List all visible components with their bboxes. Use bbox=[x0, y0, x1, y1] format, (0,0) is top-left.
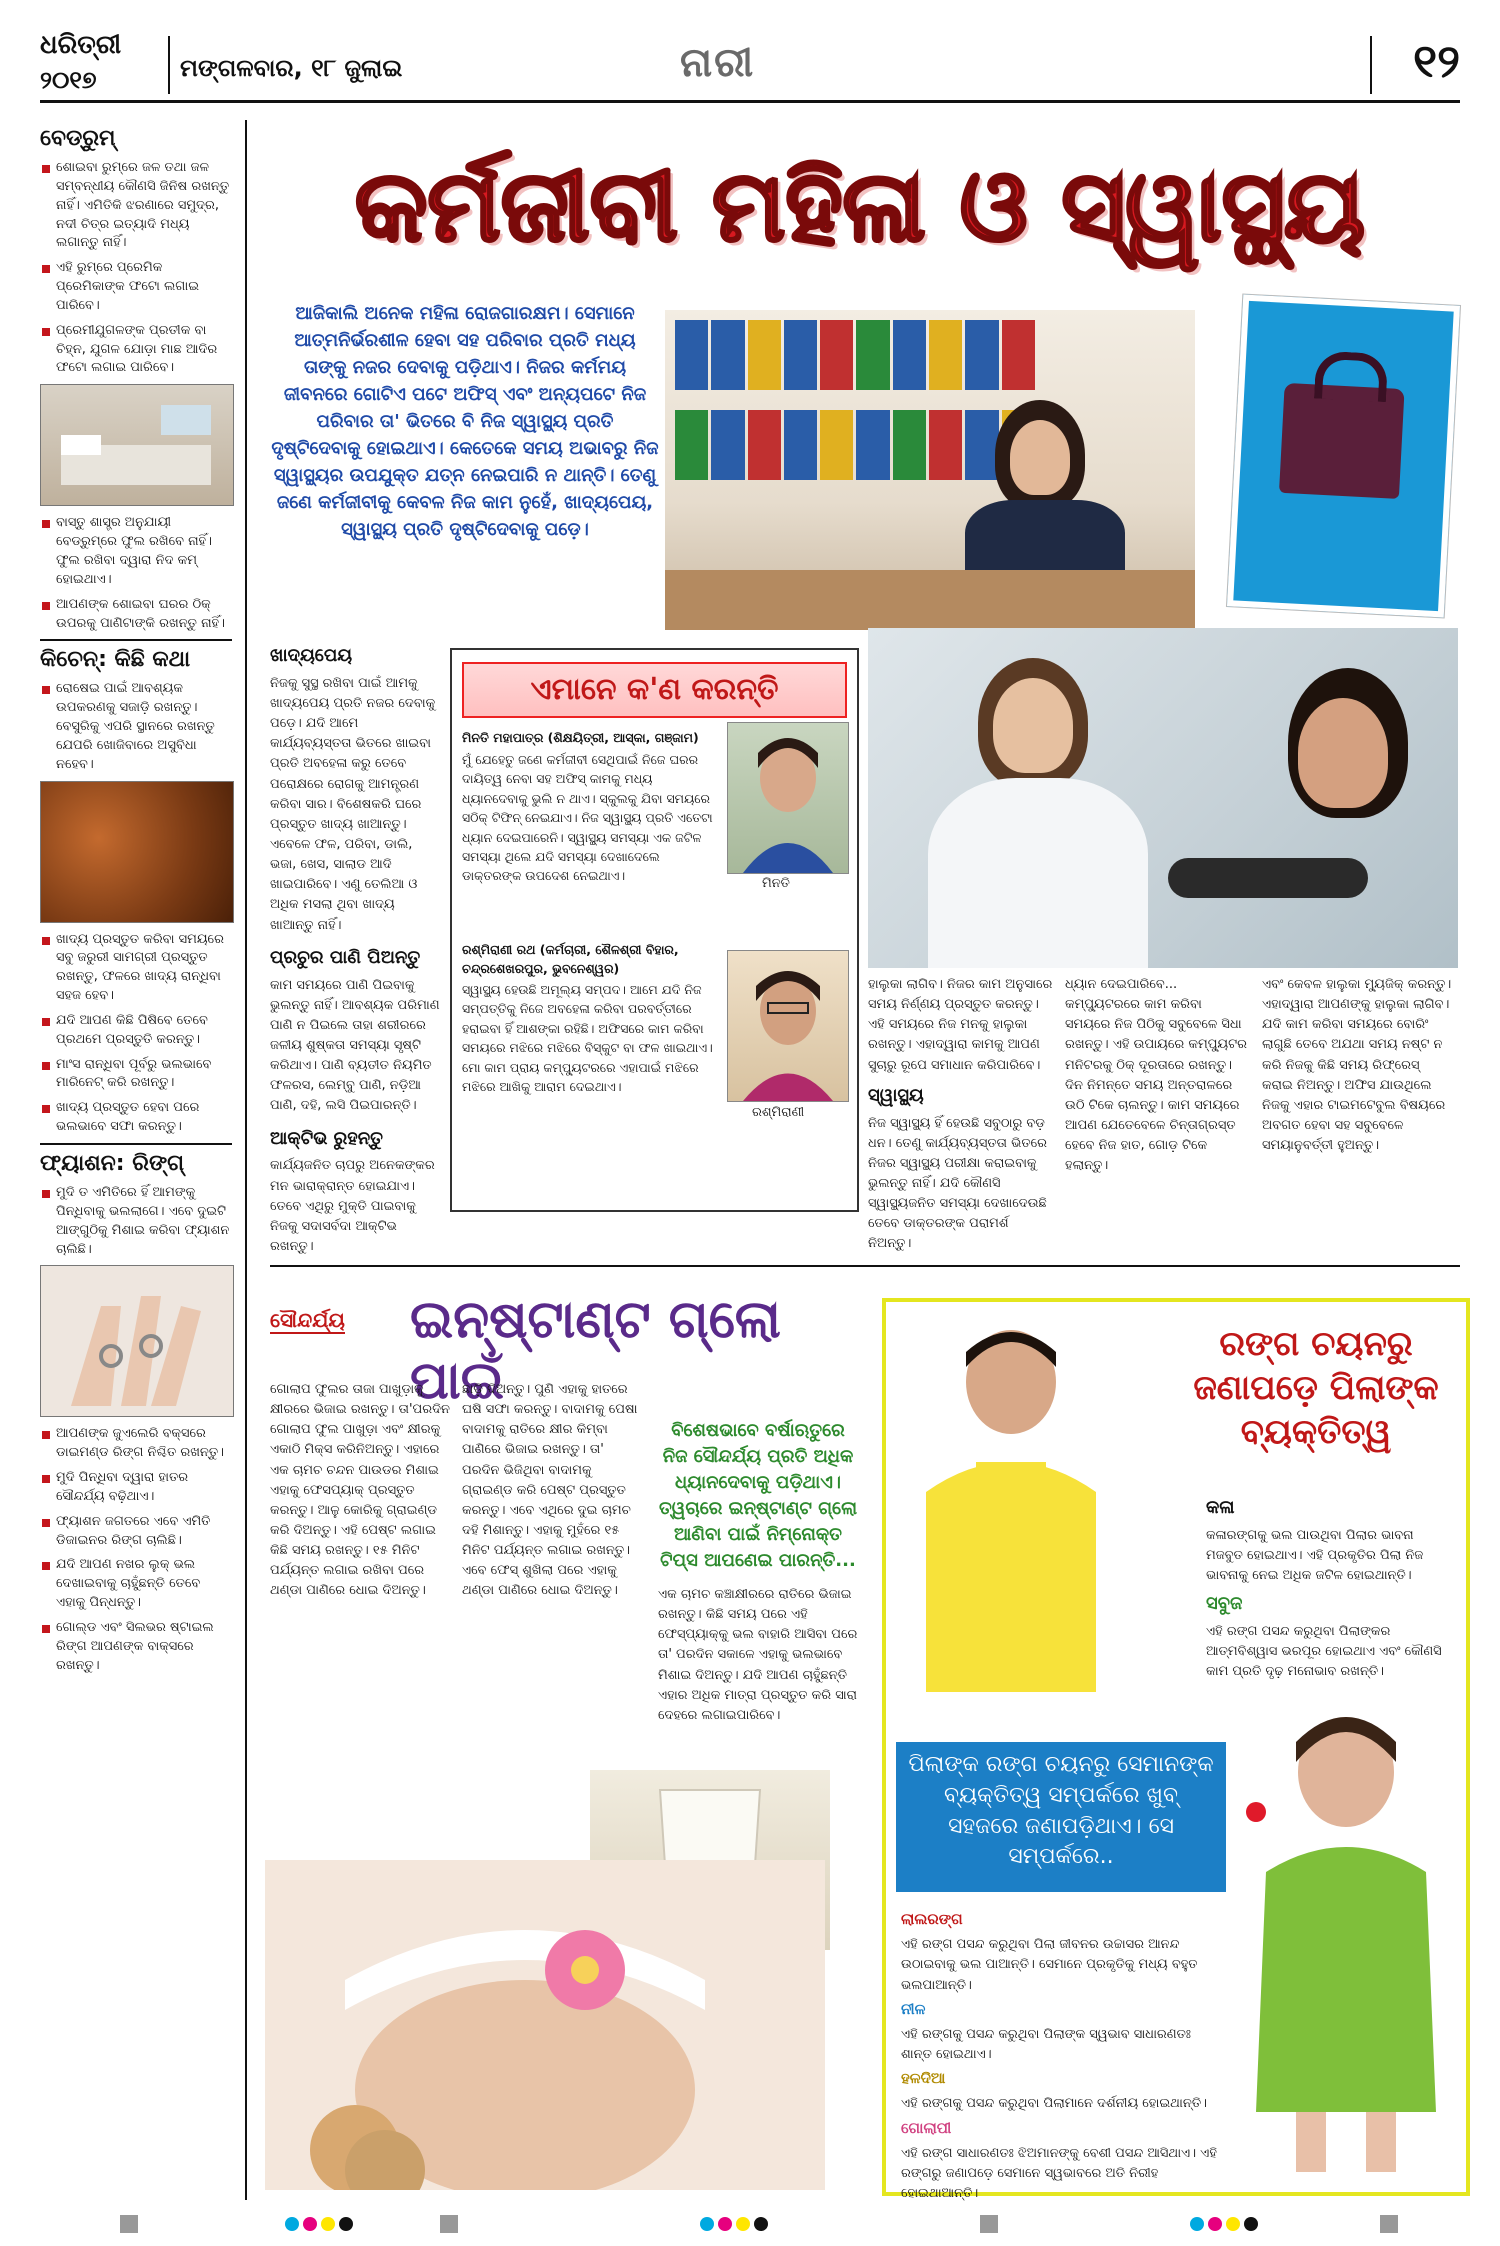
fashion-heading: ଫ୍ୟାଶନ: ରିଙ୍ଗ୍ bbox=[40, 1151, 185, 1176]
list-item: ଆପଣଙ୍କ ଜୁଏଲେରି ବକ୍ସରେ ଡାଇମଣ୍ଡ ରିଙ୍ଗ ନିଶ୍ଚିତ ରଖନ୍ତୁ। bbox=[40, 1425, 232, 1463]
tips-column: ଧ୍ୟାନ ଦେଇପାରିବେ... କମ୍ପ୍ୟୁଟରରେ କାମ କରିବା ସମୟରେ ନିଜ ପିଠିକୁ ସବୁବେଳେ ସିଧା ରଖନ୍ତୁ। ଏହି ଉପାୟରେ କମ୍ପ୍ୟୁଟର ମନିଟରକୁ ଠିକ୍ ଦୂରତାରେ ରଖନ୍ତୁ। ଦିନ ନିମନ୍ତେ ସମୟ ଅନ୍ତରାଳରେ ଉଠି ଟିକେ ଚାଲନ୍ତୁ। କାମ ସମୟରେ ଆପଣ ଯେତେବେଳେ ଚିନ୍ତାଗ୍ରସ୍ତ ହେବେ ନିଜ ହାତ, ଗୋଡ଼ ଟିକେ ହଲାନ୍ତୁ। bbox=[1065, 977, 1248, 1174]
food-section bbox=[270, 640, 440, 1257]
what-they-do-box bbox=[450, 648, 859, 1212]
register-mark bbox=[120, 2215, 138, 2233]
kitchen-heading: କିଚେନ୍: କିଛି କଥା bbox=[40, 647, 191, 673]
cyan-dot bbox=[700, 2217, 714, 2231]
main-headline: କର୍ମଜୀବୀ ମହିଳା ଓ ସ୍ୱାସ୍ଥ୍ୟ bbox=[354, 150, 1366, 264]
list-item: ବାସ୍ତୁ ଶାସ୍ତ୍ର ଅନୁଯାୟୀ ବେଡ୍‌ରୁମ୍‌ରେ ଫୁଲ ରଖିବେ ନାହିଁ। ଫୁଲ ରଖିବା ଦ୍ୱାରା ନିଦ କମ୍ ହୋଇଥାଏ। bbox=[40, 514, 232, 589]
black-text: କଳାରଙ୍ଗକୁ ଭଲ ପାଉଥିବା ପିଲାର ଭାବନା ମଜବୁତ ହୋଇଥାଏ। ଏହି ପ୍ରକୃତିର ପିଲା ନିଜ ଭାବନାକୁ ନେଇ ଅଧିକ ଜଟିଳ ହୋଇଥାନ୍ତି। bbox=[1206, 1527, 1424, 1584]
blue-heading: ନୀଳ bbox=[901, 1999, 926, 2018]
person2-text: ସ୍ୱାସ୍ଥ୍ୟ ହେଉଛି ଅମୂଲ୍ୟ ସମ୍ପଦ। ଆମେ ଯଦି ନିଜ ସମ୍ପତ୍ତିକୁ ନିଜେ ଅବହେଳା କରିବା ପରବର୍ତ୍ତୀରେ ହରାଇବା ହିଁ ଆଶଙ୍କା ରହିଛି। ଅଫିସରେ କାମ କରିବା ସମୟରେ ମଝିରେ ମଝିରେ ବିସ୍କୁଟ ବା ଫଳ ଖାଇଥାଏ। ମୋ କାମ ପ୍ରାୟ କମ୍ପ୍ୟୁଟରରେ ଏହାପାଇଁ ମଝିରେ ମଝିରେ ଆଖିକୁ ଆରାମ ଦେଇଥାଏ। bbox=[462, 982, 713, 1094]
kids-banner: ପିଲାଙ୍କ ରଙ୍ଗ ଚୟନରୁ ସେମାନଙ୍କ ବ୍ୟକ୍ତିତ୍ୱ ସମ୍ପର୍କରେ ଖୁବ୍ ସହଜରେ ଜଣାପଡ଼ିଥାଏ। ସେ ସମ୍ପର୍କରେ.. bbox=[896, 1742, 1226, 1892]
kids-black-section bbox=[1206, 1492, 1446, 1683]
binder-shelf bbox=[675, 410, 1035, 480]
health-text: ନିଜ ସ୍ୱାସ୍ଥ୍ୟ ହିଁ ହେଉଛି ସବୁଠାରୁ ବଡ଼ ଧନ। ତେଣୁ କାର୍ଯ୍ୟବ୍ୟସ୍ତତା ଭିତରେ ନିଜର ସ୍ୱାସ୍ଥ୍ୟ ପରୀକ୍ଷା କରାଇବାକୁ ଭୁଲନ୍ତୁ ନାହିଁ। ଯଦି କୌଣସି ସ୍ୱାସ୍ଥ୍ୟଜନିତ ସମସ୍ୟା ଦେଖାଦେଉଛି ତେବେ ଡାକ୍ତରଙ୍କ ପରାମର୍ଶ ନିଅନ୍ତୁ। bbox=[868, 1115, 1047, 1252]
yellow-dot bbox=[736, 2217, 750, 2231]
box-title: ଏମାନେ କ'ଣ କରନ୍ତି bbox=[462, 662, 847, 718]
masthead bbox=[40, 30, 1460, 103]
glow-col-1: ଗୋଲାପ ଫୁଲର ତାଜା ପାଖୁଡ଼ାକୁ କ୍ଷୀରରେ ଭିଜାଇ ରଖନ୍ତୁ। ତା'ପରଦିନ ଗୋଲାପ ଫୁଲ ପାଖୁଡ଼ା ଏବଂ କ୍ଷୀରକୁ ଏକାଠି ମିକ୍ସ କରିନିଅନ୍ତୁ। ଏହାରେ ଏକ ଚାମଚ ଚନ୍ଦନ ପାଉଡର ମିଶାଇ ଏହାକୁ ଫେସପ୍ୟାକ୍ ପ୍ରସ୍ତୁତ କରନ୍ତୁ। ଆଳୁ କୋରିକୁ ଗ୍ରାଇଣ୍ଡ କରି ଦିଅନ୍ତୁ। ଏହି ପେଷ୍ଟ ଲଗାଇ କିଛି ସମୟ ରଖନ୍ତୁ। ୧୫ ମିନିଟ ପର୍ଯ୍ୟନ୍ତ ଲଗାଇ ରଖିବା ପରେ ଥଣ୍ଡା ପାଣିରେ ଧୋଇ ଦିଅନ୍ତୁ। bbox=[270, 1382, 450, 1599]
person1-portrait bbox=[727, 722, 849, 874]
register-mark bbox=[1380, 2215, 1398, 2233]
column-divider bbox=[245, 120, 247, 2200]
list-item: ଖାଦ୍ୟ ପ୍ରସ୍ତୁତ କରିବା ସମୟରେ ସବୁ ଜରୁରୀ ସାମଗ୍ରୀ ପ୍ରସ୍ତୁତ ରଖନ୍ତୁ, ଫଳରେ ଖାଦ୍ୟ ରାନ୍ଧିବା ସହଜ ହେବ। bbox=[40, 931, 232, 1006]
glow-highlight: ବିଶେଷଭାବେ ବର୍ଷାଋତୁରେ ନିଜ ସୌନ୍ଦର୍ଯ୍ୟ ପ୍ରତି ଅଧିକ ଧ୍ୟାନଦେବାକୁ ପଡ଼ିଥାଏ। ତ୍ୱଚାରେ ଇନ୍‌ଷ୍ଟାଣ୍ଟ ଗ୍ଲୋ ଆଣିବା ପାଇଁ ନିମ୍ନୋକ୍ତ ଟିପ୍ସ ଆପଣେଇ ପାରନ୍ତି... bbox=[658, 1420, 858, 1572]
doctor-face bbox=[993, 678, 1073, 773]
red-heading: ଲାଲରଙ୍ଗ bbox=[901, 1910, 963, 1928]
yellow-heading: ହଳଦିଆ bbox=[901, 2069, 946, 2088]
woman-face-icon bbox=[265, 1860, 825, 2190]
black-dot bbox=[754, 2217, 768, 2231]
list-item: ଏହି ରୁମ୍‌ରେ ପ୍ରେମିକ ପ୍ରେମିକାଙ୍କ ଫଟୋ ଲଗାଇ ପାରିବେ। bbox=[40, 259, 232, 316]
health-heading: ସ୍ୱାସ୍ଥ୍ୟ bbox=[868, 1084, 924, 1106]
magenta-dot bbox=[1208, 2217, 1222, 2231]
list-item: ମୁଦି ତ ଏମିତିରେ ହିଁ ଆମଙ୍କୁ ପିନ୍ଧିବାକୁ ଭଲଲାଗେ। ଏବେ ଦୁଇଟି ଆଙ୍ଗୁଠିକୁ ମିଶାଇ କରିବା ଫ୍ୟାଶନ ଚାଲିଛି। bbox=[40, 1184, 232, 1259]
mid-section bbox=[868, 975, 1053, 1255]
food-photo bbox=[40, 781, 234, 923]
person2-caption: ରଶ୍ମିରାଣୀ bbox=[752, 1105, 805, 1120]
green-text: ଏହି ରଙ୍ଗ ପସନ୍ଦ କରୁଥିବା ପିଲାଙ୍କର ଆତ୍ମବିଶ୍ୱାସ ଭରପୂର ହୋଇଥାଏ ଏବଂ କୌଣସି କାମ ପ୍ରତି ଦୃଢ଼ ମନୋଭାବ ରଖନ୍ତି। bbox=[1206, 1624, 1442, 1680]
food-text: ନିଜକୁ ସୁସ୍ଥ ରଖିବା ପାଇଁ ଆମକୁ ଖାଦ୍ୟପେୟ ପ୍ରତି ନଜର ଦେବାକୁ ପଡ଼େ। ଯଦି ଆମେ କାର୍ଯ୍ୟବ୍ୟସ୍ତତା ଭିତରେ ଖାଇବା ପ୍ରତି ଅବହେଳା କରୁ ତେବେ ପରୋକ୍ଷରେ ରୋଗକୁ ଆମନ୍ତ୍ରଣ କରିବା ସାର। ବିଶେଷକରି ଘରେ ପ୍ରସ୍ତୁତ ଖାଦ୍ୟ ଖାଆନ୍ତୁ। ଏବେଳେ ଫଳ, ପରିବା, ଡାଲି, ଭଜା, ଖେସ, ସାଲାଡ ଆଦି ଖାଇପାରିବେ। ଏଣୁ ତେଲିଆ ଓ ଅଧିକ ମସଲା ଥିବା ଖାଦ୍ୟ ଖାଆନ୍ତୁ ନାହିଁ। bbox=[270, 675, 436, 933]
person1-text: ମୁଁ ଯେହେତୁ ଜଣେ କର୍ମଜୀବୀ ସେଥିପାଇଁ ନିଜେ ଘରର ଦାୟିତ୍ୱ ନେବା ସହ ଅଫିସ୍ କାମକୁ ମଧ୍ୟ ଧ୍ୟାନଦେବାକୁ ଭୁଲି ନ ଥାଏ। ସ୍କୁଲକୁ ଯିବା ସମୟରେ ସଠିକ୍ ଟିଫିନ୍ ନେଇଯାଏ। ନିଜ ସ୍ୱାସ୍ଥ୍ୟ ପ୍ରତି ଏତେଟା ଧ୍ୟାନ ଦେଇପାରେନି। ସ୍ୱାସ୍ଥ୍ୟ ସମସ୍ୟା ଏକ ଜଟିଳ ସମସ୍ୟା ଥିଲେ ଯଦି ସମସ୍ୟା ଦେଖାଦେଲେ ଡାକ୍ତରଙ୍କ ଉପଦେଶ ନେଇଥାଏ। bbox=[462, 752, 713, 884]
person-icon bbox=[728, 951, 848, 1101]
person2-intro: ରଶ୍ମିରାଣୀ ରଥ (କର୍ମଚାରୀ, ଶୈଳଶ୍ରୀ ବିହାର, ଚନ୍ଦ୍ରଶେଖରପୁର, ଭୁବନେଶ୍ୱର) bbox=[462, 942, 679, 977]
woman-face bbox=[1010, 420, 1070, 495]
black-dot bbox=[1244, 2217, 1258, 2231]
blue-text: ଏହି ରଙ୍ଗକୁ ପସନ୍ଦ କରୁଥିବା ପିଲାଙ୍କ ସ୍ୱଭାବ ସାଧାରଣତଃ ଶାନ୍ତ ହୋଇଥାଏ। bbox=[901, 2026, 1191, 2063]
mid-text: ହାଲୁକା ଲାଗିବ। ନିଜର କାମ ଅନୁସାରେ ସମୟ ନିର୍ଣ୍ଣୟ ପ୍ରସ୍ତୁତ କରନ୍ତୁ। ଏହି ସମୟରେ ନିଜ ମନକୁ ହାଲୁକା ରଖନ୍ତୁ। ଏହାଦ୍ୱାରା କାମକୁ ଆପଣ ସୁଚାରୁ ରୂପେ ସମାଧାନ କରିପାରିବେ। bbox=[868, 977, 1053, 1073]
person1-caption: ମିନତି bbox=[762, 876, 790, 891]
active-heading: ଆକ୍ଟିଭ ରୁହନ୍ତୁ bbox=[270, 1127, 384, 1149]
kids-title: ରଙ୍ଗ ଚୟନରୁ ଜଣାପଡ଼େ ପିଲାଙ୍କ ବ୍ୟକ୍ତିତ୍ୱ bbox=[1193, 1324, 1439, 1453]
glow-title: ଇନ୍‌ଷ୍ଟାଣ୍ଟ ଗ୍ଲୋ ପାଇଁ bbox=[410, 1290, 781, 1411]
person1-intro: ମିନତି ମହାପାତ୍ର (ଶିକ୍ଷୟିତ୍ରୀ, ଆସ୍କା, ଗଞ୍ଜାମ) bbox=[462, 730, 699, 745]
list-item: ଶୋଇବା ରୁମ୍‌ରେ ଜଳ ତଥା ଜଳ ସମ୍ବନ୍ଧୀୟ କୌଣସି ଜିନିଷ ରଖନ୍ତୁ ନାହିଁ। ଏମିତିକି ଝରଣାରେ ସମୁଦ୍ର, ନଦୀ ଚିତ୍ର ଇତ୍ୟାଦି ମଧ୍ୟ ଲଗାନ୍ତୁ ନାହିଁ। bbox=[40, 159, 232, 253]
section-name: ନାରୀ bbox=[680, 40, 756, 86]
red-text: ଏହି ରଙ୍ଗ ପସନ୍ଦ କରୁଥିବା ପିଲା ଜୀବନର ଉଚ୍ଚାସର ଆନନ୍ଦ ଉଠାଇବାକୁ ଭଲ ପାଆନ୍ତି। ସେମାନେ ପ୍ରକୃତିକୁ ମଧ୍ୟ ବହୁତ ଭଲପାଆନ୍ତି। bbox=[901, 1937, 1198, 1993]
issue-date: ମଙ୍ଗଳବାର, ୧୮ ଜୁଲାଇ bbox=[180, 54, 403, 82]
list-item: ଆପଣଙ୍କ ଶୋଇବା ଘରର ଠିକ୍ ଉପରକୁ ପାଣିଟାଙ୍କି ରଖନ୍ତୁ ନାହିଁ। bbox=[40, 596, 232, 634]
boy-icon bbox=[896, 1312, 1126, 1732]
bedroom-photo bbox=[40, 384, 234, 506]
beauty-tag: ସୌନ୍ଦର୍ଯ୍ୟ bbox=[270, 1308, 345, 1332]
register-mark bbox=[980, 2215, 998, 2233]
list-item: ଯଦି ଆପଣ କିଛି ପିଷିବେ ତେବେ ପ୍ରଥମେ ପ୍ରସ୍ତୁତି କରନ୍ତୁ। bbox=[40, 1012, 232, 1050]
black-dot bbox=[339, 2217, 353, 2231]
boy-photo bbox=[896, 1312, 1126, 1732]
bedroom-heading: ବେଡ୍‌ରୁମ୍ bbox=[40, 126, 116, 151]
section-divider bbox=[270, 1265, 1460, 1267]
cyan-dot bbox=[1190, 2217, 1204, 2231]
bed-icon bbox=[41, 385, 233, 505]
page-number: ୧୨ bbox=[1413, 34, 1460, 88]
list-item: ମାଂସ ରାନ୍ଧିବା ପୂର୍ବରୁ ଭଲଭାବେ ମାରିନେଟ୍ କରି ରଖନ୍ତୁ। bbox=[40, 1056, 232, 1094]
left-column bbox=[40, 120, 232, 2220]
spa-face-photo bbox=[265, 1860, 825, 2190]
active-text: କାର୍ଯ୍ୟଜନିତ ଚାପରୁ ଅନେକଙ୍କର ମନ ଭାରାକ୍ରାନ୍ତ ହୋଇଯାଏ। ତେବେ ଏଥିରୁ ମୁକ୍ତି ପାଇବାକୁ ନିଜକୁ ସଦାସର୍ବଦା ଆକ୍ଟିଭ ରଖନ୍ତୁ। bbox=[270, 1158, 435, 1255]
black-heading: କଳା bbox=[1206, 1497, 1235, 1518]
magenta-dot bbox=[303, 2217, 317, 2231]
list-item: ଯଦି ଆପଣ ନଖର ଲୁକ୍ ଭଲ ଦେଖାଇବାକୁ ଚାହୁଁଛନ୍ତି ତେବେ ଏହାକୁ ପିନ୍ଧନ୍ତୁ। bbox=[40, 1556, 232, 1613]
list-item: ପ୍ରେମୀଯୁଗଳଙ୍କ ପ୍ରତୀକ ବା ଚିହ୍ନ, ଯୁଗଳ ଯୋଡ଼ା ମାଛ ଆଦିର ଫଟୋ ଲଗାଇ ପାରିବେ। bbox=[40, 322, 232, 379]
magenta-dot bbox=[718, 2217, 732, 2231]
water-heading: ପ୍ରଚୁର ପାଣି ପିଅନ୍ତୁ bbox=[270, 946, 421, 968]
yellow-dot bbox=[1226, 2217, 1240, 2231]
divider bbox=[168, 36, 170, 94]
doctor-patient-photo bbox=[868, 628, 1458, 968]
glow-col-2: ଛାଡ଼ି ଦିଅନ୍ତୁ। ପୁଣି ଏହାକୁ ହାତରେ ଘଷି ସଫା କରନ୍ତୁ। ବାଦାମକୁ ପେଷା ବାଦାମକୁ ରାତିରେ କ୍ଷୀର କିମ୍ବା ପାଣିରେ ଭିଜାଇ ରଖନ୍ତୁ। ତା' ପରଦିନ ଭିଜିଥିବା ବାଦାମକୁ ଗ୍ରାଇଣ୍ଡ କରି ପେଷ୍ଟ ପ୍ରସ୍ତୁତ କରନ୍ତୁ। ଏବେ ଏଥିରେ ଦୁଇ ଚାମଚ ଦହି ମିଶାନ୍ତୁ। ଏହାକୁ ମୁହଁରେ ୧୫ ମିନିଟ ପର୍ଯ୍ୟନ୍ତ ଲଗାଇ ରଖନ୍ତୁ। ଏବେ ଫେସ୍ ଶୁଖିଲା ପରେ ଏହାକୁ ଥଣ୍ଡା ପାଣିରେ ଧୋଇ ଦିଅନ୍ତୁ। bbox=[462, 1382, 638, 1599]
yellow-dot bbox=[321, 2217, 335, 2231]
register-mark bbox=[440, 2215, 458, 2233]
tips-column-2: ଏବଂ କେବଳ ହାଲୁକା ମ୍ୟୁଜିକ୍ କରନ୍ତୁ। ଏହାଦ୍ୱାରା ଆପଣଙ୍କୁ ହାଲୁକା ଲାଗିବ। ଯଦି କାମ କରିବା ସମୟରେ ବୋରିଂ ଲାଗୁଛି ତେବେ ଅଯଥା ସମୟ ନଷ୍ଟ ନ କରି ନିଜକୁ କିଛି ସମୟ ରିଫ୍ରେସ୍ କରାଇ ନିଅନ୍ତୁ। ଅଫିସ ଯାଉଥିଲେ ନିଜକୁ ଏହାର ଟାଇମଟେବୁଲ ବିଷୟରେ ଅବଗତ ହେବା ସହ ସବୁବେଳେ ସମୟାନୁବର୍ତ୍ତୀ ହୁଅନ୍ତୁ। bbox=[1262, 977, 1452, 1154]
person-icon bbox=[728, 723, 848, 873]
intro-text: ଆଜିକାଲି ଅନେକ ମହିଳା ରୋଜଗାରକ୍ଷମ। ସେମାନେ ଆତ୍ମନିର୍ଭରଶୀଳ ହେବା ସହ ପରିବାର ପ୍ରତି ମଧ୍ୟ ତାଙ୍କୁ ନଜର ଦେବାକୁ ପଡ଼ିଥାଏ। ନିଜର କର୍ମମୟ ଜୀବନରେ ଗୋଟିଏ ପଟେ ଅଫିସ୍ ଏବଂ ଅନ୍ୟପଟେ ନିଜ ପରିବାର ତା' ଭିତରେ ବି ନିଜ ସ୍ୱାସ୍ଥ୍ୟ ପ୍ରତି ଦୃଷ୍ଟିଦେବାକୁ ହୋଇଥାଏ। କେତେକେ ସମୟ ଅଭାବରୁ ନିଜ ସ୍ୱାସ୍ଥ୍ୟର ଉପଯୁକ୍ତ ଯତ୍ନ ନେଇପାରି ନ ଥାନ୍ତି। ତେଣୁ ଜଣେ କର୍ମଜୀବୀକୁ କେବଳ ନିଜ କାମ ନୁହେଁ, ଖାଦ୍ୟପେୟ, ସ୍ୱାସ୍ଥ୍ୟ ପ୍ରତି ଦୃଷ୍ଟିଦେବାକୁ ପଡ଼େ। bbox=[271, 303, 659, 540]
water-text: କାମ ସମୟରେ ପାଣି ପିଇବାକୁ ଭୁଲନ୍ତୁ ନାହିଁ। ଆବଶ୍ୟକ ପରିମାଣ ପାଣି ନ ପିଇଲେ ତାହା ଶରୀରରେ ଜଳୀୟ ଶୁଷ୍କତା ସମସ୍ୟା ସୃଷ୍ଟି କରିଥାଏ। ପାଣି ବ୍ୟତୀତ ନିୟମିତ ଫଳରସ, ଲେମ୍ବୁ ପାଣି, ନଡ଼ିଆ ପାଣି, ଦହି, ଲସି ପିଇପାରନ୍ତି। bbox=[270, 977, 440, 1114]
doctor-coat bbox=[928, 778, 1148, 968]
kids-colors-list bbox=[901, 1906, 1221, 2204]
newspaper-brand: ଧରିତ୍ରୀ bbox=[40, 30, 122, 60]
desk bbox=[665, 570, 1195, 630]
divider bbox=[1370, 36, 1372, 94]
rings-photo bbox=[40, 1265, 234, 1417]
kids-color-box bbox=[882, 1298, 1470, 2202]
cyan-dot bbox=[285, 2217, 299, 2231]
office-woman-photo bbox=[665, 310, 1195, 630]
yellow-text: ଏହି ରଙ୍ଗକୁ ପସନ୍ଦ କରୁଥିବା ପିଲାମାନେ ଦର୍ଶନୀୟ ହୋଇଥାନ୍ତି। bbox=[901, 2096, 1207, 2112]
patient-face bbox=[1298, 698, 1388, 808]
glow-col-3: ଏକ ଚାମଚ କଞ୍ଚାକ୍ଷୀରରେ ରାତିରେ ଭିଜାଇ ରଖନ୍ତୁ। କିଛି ସମୟ ପରେ ଏହି ଫେସ୍‌ପ୍ୟାକ୍‌କୁ ଭଲ ବାହାରି ଆସିବା ପରେ ତା' ପରଦିନ ସକାଳେ ଏହାକୁ ଭଲଭାବେ ମିଶାଇ ଦିଅନ୍ତୁ। ଯଦି ଆପଣ ଚାହୁଁଛନ୍ତି ଏହାର ଅଧିକ ମାତ୍ରା ପ୍ରସ୍ତୁତ କରି ସାରା ଦେହରେ ଲଗାଇପାରିବେ। bbox=[658, 1587, 858, 1723]
print-marks bbox=[0, 2215, 1500, 2235]
list-item: ଗୋଲ୍ଡ ଏବଂ ସିଲଭର ଷ୍ଟାଇଲ ରିଙ୍ଗ ଆପଣଙ୍କ ବାକ୍ସରେ ରଖନ୍ତୁ। bbox=[40, 1619, 232, 1676]
list-item: ମୁଦି ପିନ୍ଧିବା ଦ୍ୱାରା ହାତର ସୌନ୍ଦର୍ଯ୍ୟ ବଢ଼ିଥାଏ। bbox=[40, 1469, 232, 1507]
pink-text: ଏହି ରଙ୍ଗ ସାଧାରଣତଃ ଝିଅମାନଙ୍କୁ ବେଶୀ ପସନ୍ଦ ଆସିଥାଏ। ଏହି ରଙ୍ଗରୁ ଜଣାପଡ଼େ ସେମାନେ ସ୍ୱଭାବରେ ଅତି ନିରୀହ ହୋଇଥାଆନ୍ତି। bbox=[901, 2145, 1217, 2202]
green-heading: ସବୁଜ bbox=[1206, 1593, 1243, 1615]
girl-icon bbox=[1226, 1692, 1456, 2182]
binder-shelf bbox=[675, 320, 1035, 390]
list-item: ରୋଷେଇ ପାଇଁ ଆବଶ୍ୟକ ଉପକରଣକୁ ସଜାଡ଼ି ରଖନ୍ତୁ। ବେସୁରିକୁ ଏପରି ସ୍ଥାନରେ ରଖନ୍ତୁ ଯେପରି ଖୋଜିବାରେ ଅସୁବିଧା ନହେବ। bbox=[40, 680, 232, 774]
blood-pressure-cuff bbox=[1168, 858, 1368, 898]
glow-header bbox=[270, 1290, 870, 1411]
hand-rings-icon bbox=[41, 1266, 233, 1416]
food-heading: ଖାଦ୍ୟପେୟ bbox=[270, 645, 353, 666]
list-item: ଫ୍ୟାଶନ ଜଗତରେ ଏବେ ଏମିତି ଡିଜାଇନର ରିଙ୍ଗ ଚାଲିଛି। bbox=[40, 1513, 232, 1551]
girl-photo bbox=[1226, 1692, 1456, 2182]
person2-portrait bbox=[727, 950, 849, 1102]
handbag-icon bbox=[1279, 383, 1405, 499]
handbag-photo bbox=[1227, 295, 1460, 618]
pink-heading: ଗୋଲାପୀ bbox=[901, 2118, 952, 2137]
list-item: ଖାଦ୍ୟ ପ୍ରସ୍ତୁତ ହେବା ପରେ ଭଲଭାବେ ସଫା କରନ୍ତୁ। bbox=[40, 1099, 232, 1137]
year: ୨୦୧୭ bbox=[40, 66, 97, 94]
